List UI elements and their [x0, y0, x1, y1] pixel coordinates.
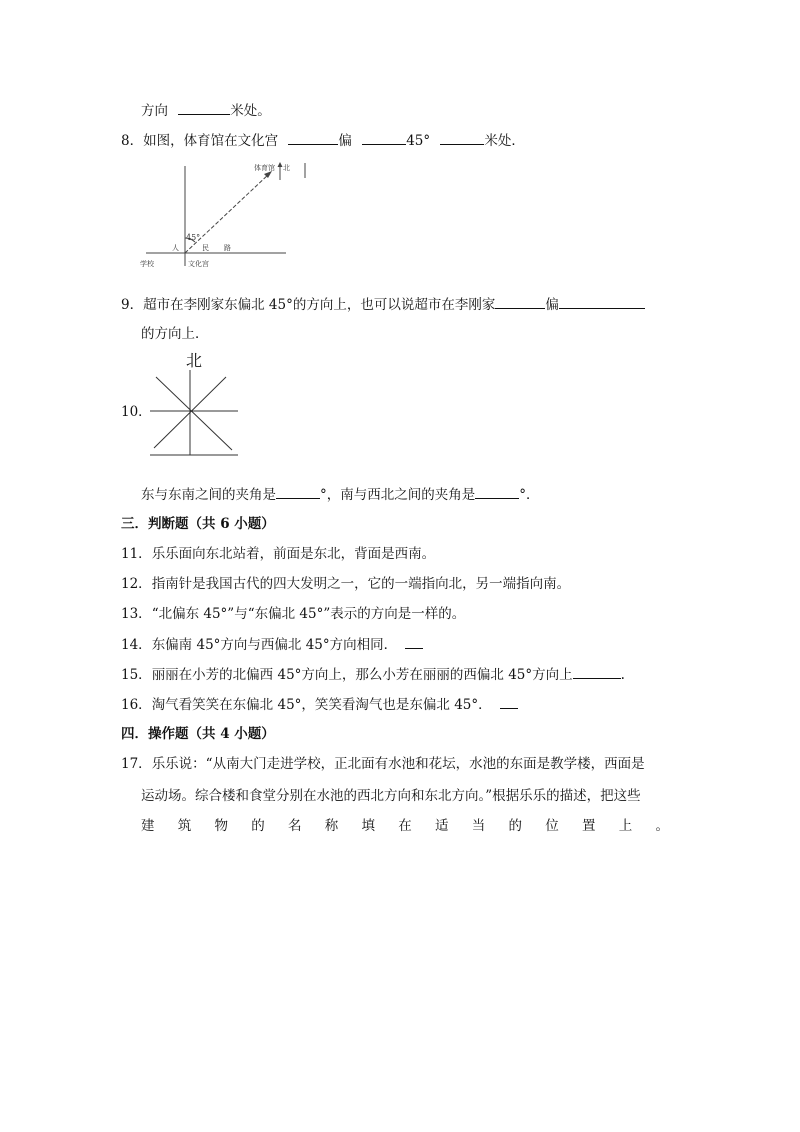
q11-text: 乐乐面向东北站着，前面是东北，背面是西南。 [151, 546, 436, 562]
q7-pre: 方向 [141, 103, 168, 119]
q14-line [121, 634, 423, 655]
q17-char: 名 [288, 818, 302, 834]
compass-north-label: 北 [186, 351, 203, 370]
q9-text-b: 偏 [545, 297, 559, 313]
fig8-road-char-3: 路 [224, 244, 231, 252]
q17-char: 上 [618, 818, 633, 834]
q17-char: 建 [141, 818, 155, 834]
q8-text-d: 米处． [484, 133, 525, 149]
q17-char: 称 [324, 818, 339, 834]
fig8-road-char-1: 人 [172, 244, 179, 252]
q10-question-line [141, 484, 540, 505]
q11-line [121, 544, 435, 564]
fig8-road-char-2: 民 [202, 244, 209, 252]
q17-char: 。 [655, 818, 669, 834]
q10-text-a: 东与东南之间的夹角是 [141, 487, 276, 503]
q17-char: 的 [508, 818, 522, 834]
q9-line-2 [141, 324, 209, 344]
q13-number: 13． [121, 606, 152, 622]
q17-char: 填 [361, 818, 375, 834]
q9-blank-1[interactable] [495, 294, 545, 309]
q13-line [121, 604, 465, 624]
q14-text: 东偏南 45°方向与西偏北 45°方向相同． [151, 637, 398, 653]
q10-number: 10． [121, 404, 152, 420]
q10-blank-2[interactable] [475, 484, 519, 499]
q14-blank[interactable] [405, 634, 423, 649]
q17-line-1 [121, 754, 645, 774]
q7-line [141, 100, 271, 121]
q13-text: “北偏东 45°”与“东偏北 45°”表示的方向是一样的。 [151, 606, 466, 622]
section-3-title: 三．判断题（共 6 小题） [121, 516, 275, 532]
q12-line [121, 574, 570, 594]
compass-diagram [146, 350, 246, 462]
compass-diagonal-nw-se [156, 377, 232, 450]
q8-text-c: 45° [406, 133, 431, 149]
q8-blank-1[interactable] [288, 130, 338, 145]
fig8-north-arrow-head [278, 162, 283, 167]
q9-text-a: 超市在李刚家东偏北 45°的方向上，也可以说超市在李刚家 [143, 297, 496, 313]
q8-text-b: 偏 [338, 133, 352, 149]
fig8-label-center: 文化宫 [188, 260, 209, 268]
q8-blank-2[interactable] [362, 130, 406, 145]
section-4-title: 四．操作题（共 4 小题） [121, 726, 275, 742]
q10-text-c: °． [519, 487, 540, 503]
q9-line-1 [121, 294, 645, 315]
q17-char: 置 [582, 818, 596, 834]
q17-char: 当 [471, 818, 486, 834]
q9-line-2-text: 的方向上． [141, 326, 209, 342]
q17-char: 筑 [177, 818, 192, 834]
q8-blank-3[interactable] [440, 130, 484, 145]
q15-end: . [620, 667, 625, 683]
q16-line [121, 694, 518, 715]
q17-char: 位 [545, 818, 559, 834]
q17-char: 适 [435, 818, 449, 834]
q11-number: 11． [121, 546, 152, 562]
q7-post: 米处。 [230, 103, 271, 119]
q15-line [121, 664, 625, 685]
q8-number: 8． [121, 133, 144, 149]
q17-line-2 [141, 786, 641, 806]
q15-blank[interactable] [573, 664, 621, 679]
q17-text-line-1: 乐乐说：“从南大门走进学校，正北面有水池和花坛，水池的东面是教学楼，西面是 [151, 756, 645, 772]
q17-char: 在 [398, 818, 412, 834]
q16-number: 16． [121, 697, 152, 713]
q9-number: 9． [121, 297, 144, 313]
q8-text-a: 如图，体育馆在文化宫 [143, 133, 279, 149]
q12-text: 指南针是我国古代的四大发明之一，它的一端指向北，另一端指向南。 [151, 576, 571, 592]
q17-char: 的 [251, 818, 265, 834]
q16-blank[interactable] [500, 694, 518, 709]
q17-char: 物 [214, 818, 228, 834]
q15-number: 15． [121, 667, 152, 683]
q10-text-b: °，南与西北之间的夹角是 [320, 487, 476, 503]
q7-blank[interactable] [178, 100, 230, 115]
q10-blank-1[interactable] [276, 484, 320, 499]
fig8-diagram [138, 158, 288, 278]
q9-blank-2[interactable] [559, 294, 645, 309]
q17-line-3 [141, 816, 669, 836]
q17-number: 17． [121, 756, 152, 772]
q12-number: 12． [121, 576, 152, 592]
fig8-label-north: 北 [283, 164, 290, 172]
q16-text: 淘气看笑笑在东偏北 45°，笑笑看淘气也是东偏北 45°． [151, 697, 492, 713]
fig8-label-school: 学校 [140, 260, 154, 268]
q14-number: 14． [121, 637, 152, 653]
fig8-angle-label: 45° [186, 233, 201, 242]
q17-text-line-2: 运动场。综合楼和食堂分别在水池的西北方向和东北方向。”根据乐乐的描述，把这些 [141, 788, 641, 804]
q15-text: 丽丽在小芳的北偏西 45°方向上，那么小芳在丽丽的西偏北 45°方向上 [151, 667, 573, 683]
q8-line [121, 130, 525, 151]
fig8-label-top: 体育馆 [254, 164, 275, 172]
